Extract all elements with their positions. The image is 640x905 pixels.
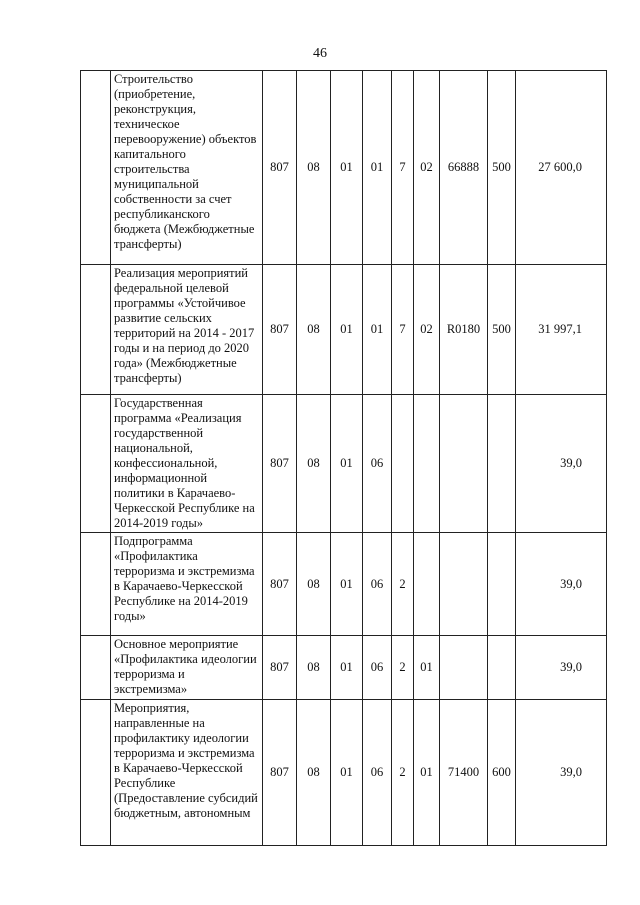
cell-subsection: 01 xyxy=(331,71,363,265)
cell-prog: 06 xyxy=(363,395,392,533)
cell-prog: 06 xyxy=(363,533,392,636)
table-row xyxy=(81,533,607,636)
cell-section: 08 xyxy=(297,265,331,395)
cell-name: Государственная программа «Реализация государственной национальной, конфессиональной, информационной политики в Карачаево-Черкесской Республике на 2014-2019 годы» xyxy=(111,395,263,533)
cell-amount: 27 600,0 xyxy=(516,71,607,265)
cell-name: Мероприятия, направленные на профилактику идеологии терроризма и экстремизма в Карачаево-Черкесской Республике (Предоставление субсидий бюджетным, автономным xyxy=(111,700,263,846)
cell-amount: 39,0 xyxy=(516,395,607,533)
table-row xyxy=(81,395,607,533)
row-number-cell xyxy=(81,395,111,533)
cell-subprog xyxy=(392,395,414,533)
cell-ministry: 807 xyxy=(263,533,297,636)
cell-expense-type xyxy=(488,533,516,636)
cell-subprog: 7 xyxy=(392,71,414,265)
cell-event xyxy=(414,533,440,636)
cell-ministry: 807 xyxy=(263,700,297,846)
cell-prog: 06 xyxy=(363,700,392,846)
cell-direction: 71400 xyxy=(440,700,488,846)
cell-subprog: 2 xyxy=(392,533,414,636)
cell-section: 08 xyxy=(297,636,331,700)
cell-ministry: 807 xyxy=(263,395,297,533)
cell-name: Реализация мероприятий федеральной целевой программы «Устойчивое развитие сельских территорий на 2014 - 2017 годы и на период до 2020 года» (Межбюджетные трансферты) xyxy=(111,265,263,395)
cell-subsection: 01 xyxy=(331,265,363,395)
table-row xyxy=(81,71,607,265)
cell-direction xyxy=(440,636,488,700)
cell-amount: 39,0 xyxy=(516,636,607,700)
cell-subsection: 01 xyxy=(331,636,363,700)
cell-expense-type: 500 xyxy=(488,265,516,395)
cell-event: 02 xyxy=(414,265,440,395)
cell-name: Подпрограмма «Профилактика терроризма и экстремизма в Карачаево-Черкесской Республике на 2014-2019 годы» xyxy=(111,533,263,636)
cell-section: 08 xyxy=(297,533,331,636)
cell-amount: 39,0 xyxy=(516,533,607,636)
cell-ministry: 807 xyxy=(263,636,297,700)
cell-event: 01 xyxy=(414,700,440,846)
table-row xyxy=(81,700,607,846)
cell-event: 01 xyxy=(414,636,440,700)
cell-direction xyxy=(440,395,488,533)
cell-direction: R0180 xyxy=(440,265,488,395)
table-body xyxy=(81,71,607,846)
row-number-cell xyxy=(81,265,111,395)
cell-expense-type: 500 xyxy=(488,71,516,265)
cell-section: 08 xyxy=(297,395,331,533)
cell-direction xyxy=(440,533,488,636)
cell-direction: 66888 xyxy=(440,71,488,265)
cell-ministry: 807 xyxy=(263,265,297,395)
cell-section: 08 xyxy=(297,700,331,846)
cell-expense-type xyxy=(488,636,516,700)
cell-subprog: 2 xyxy=(392,636,414,700)
row-number-cell xyxy=(81,636,111,700)
cell-subprog: 7 xyxy=(392,265,414,395)
cell-ministry: 807 xyxy=(263,71,297,265)
cell-subsection: 01 xyxy=(331,700,363,846)
row-number-cell xyxy=(81,71,111,265)
cell-expense-type: 600 xyxy=(488,700,516,846)
cell-name: Строительство (приобретение, реконструкция, техническое перевооружение) объектов капитального строительства муниципальной собственности за счет республиканского бюджета (Межбюджетные трансферты) xyxy=(111,71,263,265)
cell-subsection: 01 xyxy=(331,395,363,533)
cell-expense-type xyxy=(488,395,516,533)
budget-table xyxy=(80,70,607,846)
cell-name: Основное мероприятие «Профилактика идеологии терроризма и экстремизма» xyxy=(111,636,263,700)
cell-subsection: 01 xyxy=(331,533,363,636)
cell-event: 02 xyxy=(414,71,440,265)
cell-subprog: 2 xyxy=(392,700,414,846)
page-number: 46 xyxy=(313,46,327,61)
row-number-cell xyxy=(81,700,111,846)
cell-prog: 01 xyxy=(363,265,392,395)
cell-prog: 06 xyxy=(363,636,392,700)
cell-section: 08 xyxy=(297,71,331,265)
row-number-cell xyxy=(81,533,111,636)
table-row xyxy=(81,265,607,395)
cell-amount: 39,0 xyxy=(516,700,607,846)
cell-event xyxy=(414,395,440,533)
cell-amount: 31 997,1 xyxy=(516,265,607,395)
cell-prog: 01 xyxy=(363,71,392,265)
table-row xyxy=(81,636,607,700)
